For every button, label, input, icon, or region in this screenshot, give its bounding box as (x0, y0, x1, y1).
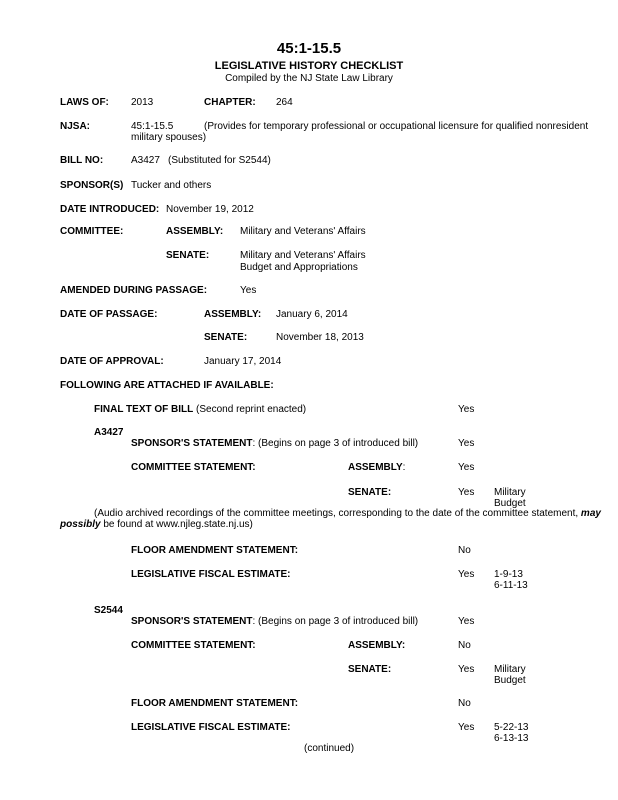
audio-note-may: may (580, 508, 601, 519)
a3427-senate-committee-2: Budget (494, 498, 526, 509)
njsa-description-cont: military spouses) (131, 132, 207, 143)
sponsors-value: Tucker and others (131, 180, 212, 191)
date-of-approval-label: DATE OF APPROVAL: (60, 356, 164, 367)
audio-note-text: (Audio archived recordings of the committee meetings, corresponding to the date of the committee statement, (94, 508, 581, 519)
bill-no-value: A3427 (131, 155, 160, 166)
a3427-sponsor-statement-value: Yes (458, 438, 475, 449)
committee-label: COMMITTEE: (60, 226, 124, 237)
document-number: 45:1-15.5 (276, 40, 342, 57)
s2544-sponsor-statement-value: Yes (458, 616, 475, 627)
s2544-floor-amendment-label: FLOOR AMENDMENT STATEMENT: (131, 698, 299, 709)
a3427-fiscal-estimate-label: LEGISLATIVE FISCAL ESTIMATE: (131, 569, 291, 580)
bill-no-note: (Substituted for S2544) (168, 155, 271, 166)
audio-note-possibly: possibly (60, 519, 101, 530)
final-text-note: (Second reprint enacted) (196, 404, 307, 415)
committee-assembly-value: Military and Veterans' Affairs (240, 226, 366, 237)
final-text-row (94, 404, 306, 416)
passage-assembly-label: ASSEMBLY: (204, 309, 262, 320)
a3427-committee-assembly-label: ASSEMBLY (348, 462, 403, 473)
s2544-senate-committee-1: Military (494, 664, 526, 675)
a3427-committee-senate-label: SENATE: (348, 487, 392, 498)
s2544-committee-senate-label: SENATE: (348, 664, 392, 675)
date-of-approval-value: January 17, 2014 (204, 356, 282, 367)
sponsors-label: SPONSOR(S) (60, 180, 124, 191)
a3427-fiscal-estimate-value: Yes (458, 569, 475, 580)
a3427-senate-committee-1: Military (494, 487, 526, 498)
committee-senate-label: SENATE: (166, 250, 210, 261)
s2544-floor-amendment-value: No (458, 698, 471, 709)
committee-assembly-label: ASSEMBLY: (166, 226, 224, 237)
chapter-value: 264 (276, 97, 293, 108)
document-title: LEGISLATIVE HISTORY CHECKLIST (214, 60, 404, 72)
compiled-by: Compiled by the NJ State Law Library (225, 73, 393, 84)
s2544-sponsor-statement (131, 616, 418, 628)
s2544-fiscal-date-1: 5-22-13 (494, 722, 529, 733)
njsa-description: (Provides for temporary professional or occupational licensure for qualified nonresident (204, 121, 589, 132)
s2544-committee-statement-label: COMMITTEE STATEMENT: (131, 640, 256, 651)
s2544-committee-senate-value: Yes (458, 664, 475, 675)
amended-value: Yes (240, 285, 257, 296)
a3427-sponsor-statement (131, 438, 418, 450)
passage-senate-value: November 18, 2013 (276, 332, 364, 343)
s2544-fiscal-estimate-value: Yes (458, 722, 475, 733)
a3427-committee-statement-label: COMMITTEE STATEMENT: (131, 462, 256, 473)
attached-heading: FOLLOWING ARE ATTACHED IF AVAILABLE: (60, 380, 274, 391)
a3427-floor-amendment-label: FLOOR AMENDMENT STATEMENT: (131, 545, 299, 556)
committee-senate-value-2: Budget and Appropriations (240, 262, 358, 273)
a3427-committee-senate-value: Yes (458, 487, 475, 498)
s2544-heading: S2544 (94, 605, 123, 616)
s2544-fiscal-date-2: 6-13-13 (494, 733, 529, 744)
a3427-fiscal-date-2: 6-11-13 (494, 580, 528, 591)
audio-note-url-text: be found at www.njleg.state.nj.us) (100, 519, 253, 530)
a3427-sponsor-statement-label: SPONSOR'S STATEMENT (131, 438, 253, 449)
date-of-passage-label: DATE OF PASSAGE: (60, 309, 158, 320)
s2544-committee-assembly-value: No (458, 640, 471, 651)
a3427-fiscal-date-1: 1-9-13 (494, 569, 523, 580)
continued-note: (continued) (304, 743, 355, 754)
date-introduced-label: DATE INTRODUCED: (60, 204, 160, 215)
amended-label: AMENDED DURING PASSAGE: (60, 285, 208, 296)
a3427-floor-amendment-value: No (458, 545, 471, 556)
s2544-sponsor-statement-note: : (Begins on page 3 of introduced bill) (252, 616, 419, 627)
a3427-heading: A3427 (94, 427, 124, 438)
s2544-committee-assembly-label: ASSEMBLY: (348, 640, 406, 651)
a3427-sponsor-statement-note: : (Begins on page 3 of introduced bill) (252, 438, 419, 449)
laws-of-value: 2013 (131, 97, 154, 108)
laws-of-label: LAWS OF: (60, 97, 109, 108)
chapter-label: CHAPTER: (204, 97, 256, 108)
passage-senate-label: SENATE: (204, 332, 248, 343)
final-text-label: FINAL TEXT OF BILL (94, 404, 194, 415)
date-introduced-value: November 19, 2012 (166, 204, 254, 215)
committee-senate-value-1: Military and Veterans' Affairs (240, 250, 366, 261)
audio-note-line-2 (60, 519, 253, 531)
a3427-committee-assembly-value: Yes (458, 462, 475, 473)
a3427-committee-assembly (348, 462, 405, 474)
passage-assembly-value: January 6, 2014 (276, 309, 348, 320)
njsa-number: 45:1-15.5 (131, 121, 174, 132)
final-text-value: Yes (458, 404, 475, 415)
s2544-senate-committee-2: Budget (494, 675, 526, 686)
s2544-sponsor-statement-label: SPONSOR'S STATEMENT (131, 616, 253, 627)
bill-no-label: BILL NO: (60, 155, 104, 166)
njsa-label: NJSA: (60, 121, 91, 132)
a3427-committee-assembly-colon: : (402, 462, 406, 473)
s2544-fiscal-estimate-label: LEGISLATIVE FISCAL ESTIMATE: (131, 722, 291, 733)
